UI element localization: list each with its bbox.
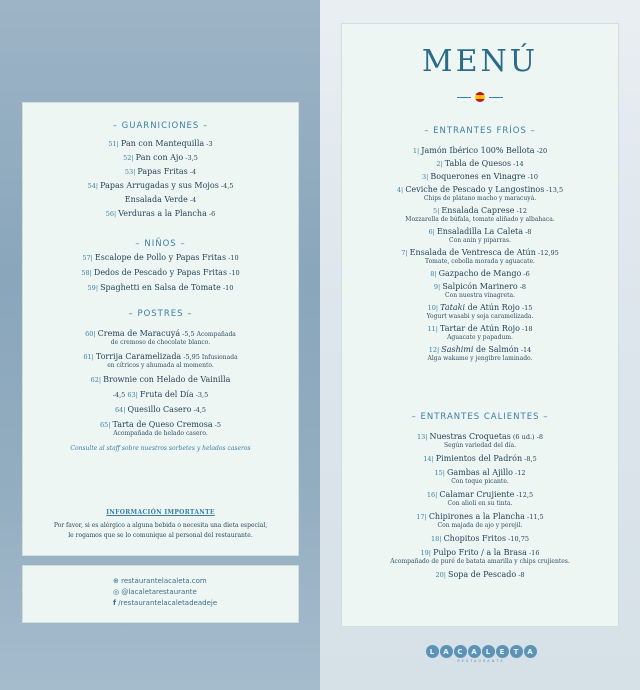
item-price: -5,5	[180, 330, 195, 338]
menu-item	[342, 269, 618, 279]
item-name: Crema de Maracuyá	[97, 329, 181, 338]
menu-item	[23, 352, 298, 362]
item-name: Ensaladilla La Caleta	[436, 227, 524, 236]
item-price: -4	[187, 196, 197, 204]
menu-item	[342, 548, 618, 558]
menu-item	[342, 146, 618, 156]
item-price: -6	[206, 210, 216, 218]
menu-item	[23, 167, 298, 177]
instagram-icon: ◎	[113, 587, 120, 596]
item-number: 61|	[83, 353, 96, 361]
item-price: -20	[534, 147, 548, 155]
item-name: Salpicón Marinero	[442, 282, 518, 291]
item-description: Con majada de ajo y perejil.	[437, 522, 523, 529]
item-description: Alga wakame y jengibre laminado.	[427, 355, 533, 362]
item-description: Con nuestra vinagreta.	[444, 292, 515, 299]
item-name: Quesillo Casero	[127, 405, 192, 414]
item-number: 64|	[114, 406, 128, 414]
item-price: -10	[525, 173, 539, 181]
item-name-italic: Tataki	[440, 303, 466, 312]
item-price: -18	[519, 325, 533, 333]
item-price: -12,5	[514, 491, 534, 499]
item-number: 9|	[433, 283, 443, 291]
item-price: -8	[516, 571, 525, 579]
item-name: Tabla de Quesos	[444, 159, 512, 168]
menu-item	[342, 570, 618, 580]
item-price: -8	[523, 228, 532, 236]
item-number: 1|	[412, 147, 422, 155]
facebook-icon: f	[113, 598, 117, 607]
menu-item	[342, 468, 618, 478]
item-number: 59|	[87, 284, 101, 292]
instagram-link[interactable]: ◎ @lacaletarestaurante	[113, 587, 197, 596]
menu-item	[342, 345, 618, 355]
menu-item	[23, 195, 298, 205]
postres-note: Consulte al staff sobre nuestros sorbetes y helados caseros	[70, 445, 251, 452]
item-number: 13|	[416, 433, 430, 441]
item-price: -12,95	[535, 249, 559, 257]
item-name-italic: Sashimi	[441, 345, 474, 354]
item-number: 17|	[416, 513, 429, 521]
item-number: 5|	[433, 207, 442, 215]
logo-letter: C	[454, 645, 467, 658]
item-price: -14	[511, 160, 524, 168]
item-price: -3,5	[183, 154, 198, 162]
menu-item	[342, 303, 618, 313]
item-name: Brownie con Helado de Vainilla	[103, 375, 231, 384]
menu-item	[342, 432, 618, 442]
item-number: 19|	[420, 549, 434, 557]
menu-item	[23, 153, 298, 163]
item-number: 6|	[428, 228, 437, 236]
menu-item	[342, 512, 618, 522]
important-line-1: Por favor, si es alérgico a alguna bebida o necesita una dieta especial,	[53, 522, 268, 529]
item-number: 8|	[430, 270, 439, 278]
section-title-entrantes-calientes: – ENTRANTES CALIENTES –	[411, 412, 549, 422]
item-description: Acompañada de helado casero.	[113, 430, 208, 437]
spain-flag-icon	[475, 92, 485, 102]
menu-item	[23, 139, 298, 149]
item-name: Tartar de Atún Rojo	[440, 324, 520, 333]
menu-item	[23, 268, 298, 278]
item-price: -3,5	[193, 391, 209, 399]
item-name: Verduras a la Plancha	[118, 209, 207, 218]
menu-item	[23, 375, 298, 385]
section-title-postres: – POSTRES –	[128, 309, 193, 319]
item-price: -16	[526, 549, 540, 557]
item-name: Fruta del Día	[139, 390, 194, 399]
item-price: -4	[187, 168, 197, 176]
item-number: 15|	[434, 469, 448, 477]
item-name: Tarta de Queso Cremosa	[112, 420, 213, 429]
item-number: 12|	[428, 346, 442, 354]
item-description: Mozzarella de búfala, tomate aliñado y albahaca.	[405, 216, 555, 223]
globe-icon: ⊕	[113, 577, 119, 585]
item-name: Pan con Mantequilla	[120, 139, 205, 148]
menu-item	[23, 390, 298, 400]
item-name: Spaghetti en Salsa de Tomate	[100, 283, 221, 292]
item-number: 7|	[401, 249, 410, 257]
item-description: Con alioli en su tinta.	[447, 500, 513, 507]
section-title-entrantes-frios: – ENTRANTES FRÍOS –	[424, 126, 536, 136]
menu-item	[23, 209, 298, 219]
item-description: Yogurt wasabi y soja caramelizada.	[426, 313, 534, 320]
important-line-2: le rogamos que se lo comunique al personal del restaurante.	[68, 532, 253, 539]
menu-item	[342, 490, 618, 500]
item-price: -14	[518, 346, 532, 354]
item-price: -3	[204, 140, 213, 148]
item-number: 2|	[436, 160, 445, 168]
item-price: -10,75	[506, 535, 529, 543]
item-price: -6	[521, 270, 530, 278]
logo-letter: E	[496, 645, 509, 658]
item-name: Torrija Caramelizada	[95, 352, 182, 361]
item-name: Gambas al Ajillo	[447, 468, 513, 477]
item-price: -10	[220, 284, 234, 292]
item-name: Jamón Ibérico 100% Bellota	[421, 146, 535, 155]
item-price: -13,5	[544, 186, 564, 194]
item-number: 60|	[85, 330, 98, 338]
item-number: 62|	[90, 376, 104, 384]
item-number: 14|	[423, 455, 436, 463]
logo-letter: L	[482, 645, 495, 658]
la-caleta-logo	[425, 645, 537, 663]
item-description: Acompañado de puré de batata amarilla y chips crujientes.	[390, 558, 570, 565]
item-desc-inline: Infusionada	[199, 354, 238, 361]
item-number: 58|	[81, 269, 94, 277]
menu-item	[342, 227, 618, 237]
item-name: Sopa de Pescado	[447, 570, 517, 579]
item-number: 54|	[87, 182, 101, 190]
item-price: -12	[512, 469, 526, 477]
item-description: en cítricos y ahumada al momento.	[107, 362, 214, 369]
menu-item	[342, 282, 618, 292]
item-price: -8	[517, 283, 527, 291]
logo-letter: A	[524, 645, 537, 658]
item-price: -4,5	[191, 406, 207, 414]
item-description: de cremoso de chocolate blanco.	[110, 339, 211, 346]
item-name: Ensalada de Ventresca de Atún	[409, 248, 536, 257]
item-name: Escalope de Pollo y Papas Fritas	[94, 253, 227, 262]
menu-item	[23, 253, 298, 263]
important-title: INFORMACIÓN IMPORTANTE	[106, 509, 215, 516]
item-price: -8,5	[522, 455, 537, 463]
item-name: Papas Arrugadas y sus Mojos	[100, 181, 219, 190]
item-price: -10	[226, 254, 239, 262]
logo-letters	[426, 645, 537, 658]
menu-item	[342, 324, 618, 334]
menu-item	[342, 248, 618, 258]
item-price: -15	[519, 304, 533, 312]
menu-item	[342, 172, 618, 182]
menu-item	[342, 206, 618, 216]
item-unit: (6 ud.)	[510, 433, 535, 441]
item-name: Calamar Crujiente	[439, 490, 515, 499]
logo-letter: A	[468, 645, 481, 658]
website-link[interactable]: ⊕ restaurantelacaleta.com	[113, 577, 207, 585]
item-number: 52|	[123, 154, 136, 162]
section-title-ninos: – NIÑOS –	[135, 239, 186, 249]
item-number: 4|	[396, 186, 406, 194]
item-number: 51|	[108, 140, 121, 148]
item-price: -8	[534, 433, 543, 441]
item-number: 56|	[105, 210, 119, 218]
item-name: Papas Fritas	[137, 167, 188, 176]
item-name: Pimientos del Padrón	[435, 454, 523, 463]
left-menu-panel	[22, 102, 299, 556]
item-price: -5	[212, 421, 222, 429]
item-name: Nuestras Croquetas	[429, 432, 511, 441]
menu-item	[342, 534, 618, 544]
item-number: 16|	[426, 491, 440, 499]
facebook-link[interactable]: f /restaurantelacaletadeadeje	[113, 598, 218, 607]
item-desc-inline: Acompañada	[194, 331, 236, 338]
item-number: 65|	[99, 421, 113, 429]
item-number: 53|	[124, 168, 138, 176]
item-description: Con anin y piparras.	[449, 237, 511, 244]
item-name: Dedos de Pescado y Papas Fritas	[93, 268, 228, 277]
item-name: de Salmón	[473, 345, 519, 354]
item-number: 57|	[82, 254, 95, 262]
logo-letter: L	[426, 645, 439, 658]
item-price: -10	[227, 269, 240, 277]
item-number: 3|	[421, 173, 431, 181]
item-name: Ensalada Verde	[124, 195, 188, 204]
item-description: Chips de plátano macho y maracuyá.	[423, 195, 537, 202]
item-description: Tomate, cebolla morada y aguacate.	[425, 258, 535, 265]
menu-item	[23, 329, 298, 339]
menu-item	[342, 454, 618, 464]
item-name: Ensalada Caprese	[441, 206, 515, 215]
item-name: Pulpo Frito / a la Brasa	[433, 548, 527, 557]
logo-letter: T	[510, 645, 523, 658]
flag-divider	[342, 92, 618, 102]
item-name: Chipirones a la Plancha	[428, 512, 525, 521]
item-description: Aguacate y papadum.	[447, 334, 513, 341]
section-title-guarniciones: – GUARNICIONES –	[112, 121, 209, 131]
item-name: Gazpacho de Mango	[438, 269, 522, 278]
right-menu-panel	[341, 23, 619, 627]
item-price: -12	[514, 207, 527, 215]
item-number: 18|	[431, 535, 444, 543]
item-number: 20|	[435, 571, 448, 579]
item-number: 10|	[427, 304, 441, 312]
menu-item	[342, 185, 618, 195]
item-price: -4,5	[112, 391, 128, 399]
item-description: Según variedad del día.	[443, 442, 517, 449]
menu-item	[23, 405, 298, 415]
menu-item	[23, 181, 298, 191]
item-number: 63|	[127, 391, 140, 399]
item-name: Pan con Ajo	[135, 153, 184, 162]
menu-item	[23, 420, 298, 430]
item-name: Ceviche de Pescado y Langostinos	[405, 185, 545, 194]
item-price: -4,5	[218, 182, 234, 190]
item-description: Con toque picante.	[451, 478, 509, 485]
item-price: -11,5	[524, 513, 544, 521]
item-name: de Atún Rojo	[465, 303, 520, 312]
item-name: Chopitos Fritos	[443, 534, 507, 543]
menu-title: MENÚ	[421, 44, 539, 79]
item-number: 11|	[427, 325, 441, 333]
menu-item	[23, 283, 298, 293]
item-price: -5,95	[181, 353, 200, 361]
logo-letter: A	[440, 645, 453, 658]
item-name: Boquerones en Vinagre	[430, 172, 526, 181]
logo-subtitle: RESTAURANTE	[457, 659, 505, 663]
social-panel	[22, 565, 299, 623]
menu-item	[342, 159, 618, 169]
